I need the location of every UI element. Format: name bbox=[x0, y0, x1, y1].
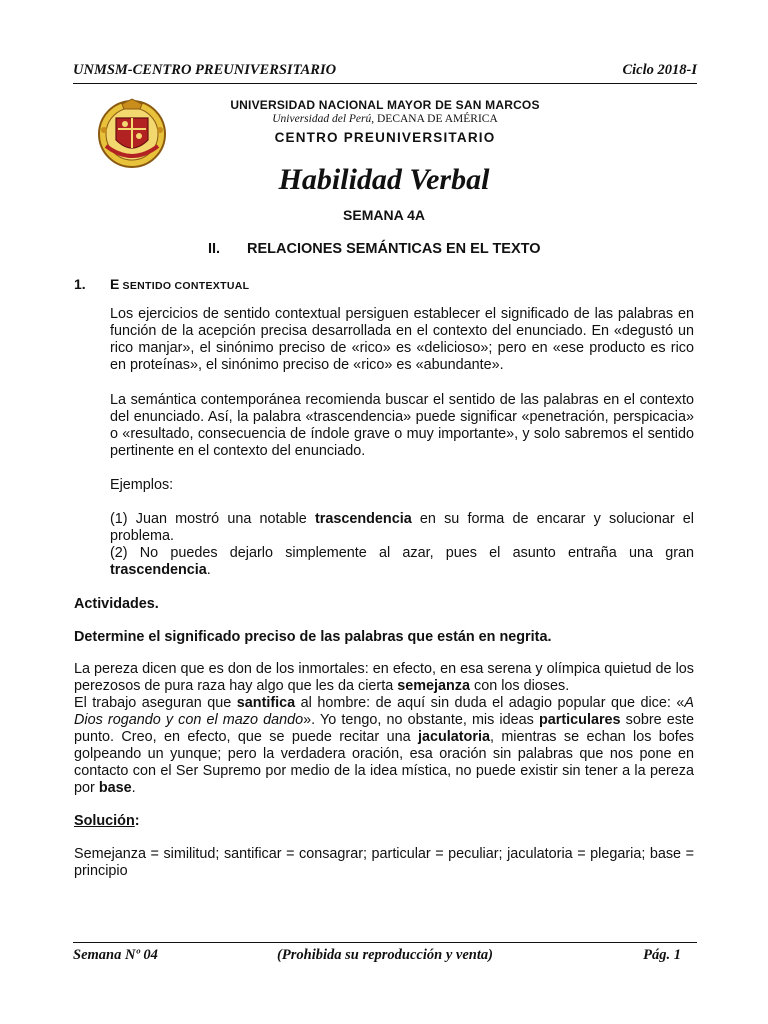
subsection-heading bbox=[74, 276, 249, 292]
examples-label: Ejemplos: bbox=[110, 477, 174, 493]
header-right: Ciclo 2018-I bbox=[622, 62, 697, 78]
university-subtitle-italic: Universidad del Perú, bbox=[272, 113, 375, 125]
week-label: SEMANA 4A bbox=[343, 207, 425, 223]
activity-t8: . bbox=[131, 780, 136, 796]
example-1-a: (1) Juan mostró una notable bbox=[110, 511, 315, 527]
example-2 bbox=[110, 545, 694, 579]
university-subtitle-rest: DECANA DE AMÉRICA bbox=[374, 113, 498, 125]
activity-b3: particulares bbox=[538, 712, 621, 728]
page-footer bbox=[73, 942, 697, 969]
activity-t2: con los dioses. bbox=[470, 678, 570, 694]
activity-t5: ». Yo tengo, no obstante, mis ideas bbox=[303, 712, 539, 728]
university-seal-icon bbox=[96, 96, 168, 170]
university-name: UNIVERSIDAD NACIONAL MAYOR DE SAN MARCOS bbox=[230, 98, 540, 112]
section-heading bbox=[208, 241, 541, 257]
activity-t7: , mientras se echan los bofes golpeando un yunque; pero la verdadera oración, esa oración sin palabras que nos pone en contacto con el Ser Supremo por medio de la idea mística, no puede existir sin tener a la pereza por bbox=[74, 729, 694, 796]
example-1-c: en su forma de encarar y solucionar el problema. bbox=[110, 511, 694, 544]
footer-rule bbox=[73, 942, 697, 943]
solution-heading-colon: : bbox=[134, 813, 140, 829]
example-2-c: . bbox=[206, 562, 211, 578]
example-1-bold: trascendencia bbox=[314, 511, 412, 527]
section-number: II. bbox=[208, 241, 221, 257]
activity-b2: santifica bbox=[236, 695, 296, 711]
solution-heading bbox=[74, 813, 694, 830]
subsection-cap-e: E bbox=[110, 276, 120, 292]
activity-b4: jaculatoria bbox=[417, 729, 490, 745]
solution-text: Semejanza = similitud; santificar = consagrar; particular = peculiar; jaculatoria = plegaria; base = principio bbox=[74, 846, 694, 879]
footer-left: Semana Nº 04 bbox=[73, 947, 158, 963]
paragraph-1: Los ejercicios de sentido contextual persiguen establecer el significado de las palabras en función de la acepción precisa desarrollada en el contexto del enunciado. En «degustó un rico manjar», el sinónimo preciso de «rico» es «delicioso»; pero en «ese producto es rico en proteínas», el sinónimo preciso de «rico» es «abundante». bbox=[110, 306, 694, 373]
activity-t6: sobre este punto. Creo, en efecto, que se puede recitar una bbox=[74, 712, 694, 745]
subsection-rest: SENTIDO CONTEXTUAL bbox=[119, 280, 250, 292]
footer-center: (Prohibida su reproducción y venta) bbox=[277, 947, 493, 963]
activity-b1: semejanza bbox=[397, 678, 470, 694]
subsection-number: 1. bbox=[74, 276, 86, 292]
header-left: UNMSM-CENTRO PREUNIVERSITARIO bbox=[73, 62, 337, 78]
activity-text-1 bbox=[74, 661, 694, 695]
activity-i1: A Dios rogando y con el mazo dando bbox=[74, 695, 694, 728]
activity-t4: al hombre: de aquí sin duda el adagio popular que dice: « bbox=[295, 695, 685, 711]
page-title: Habilidad Verbal bbox=[278, 163, 490, 196]
centro-name: CENTRO PREUNIVERSITARIO bbox=[274, 130, 496, 145]
activities-instruction: Determine el significado preciso de las palabras que están en negrita. bbox=[74, 629, 552, 645]
paragraph-2: La semántica contemporánea recomienda buscar el sentido de las palabras en el contexto del enunciado. Así, la palabra «trascendencia» puede significar «penetración, perspicacia» o «resultado, consecuencia de índole grave o muy importante», y solo sabremos el sentido pertinente en el contexto del enunciado. bbox=[110, 392, 694, 459]
institution-block bbox=[220, 98, 550, 145]
activities-heading: Actividades. bbox=[74, 596, 159, 612]
activity-text-2 bbox=[74, 695, 694, 797]
header-rule bbox=[73, 83, 697, 84]
example-2-bold: trascendencia bbox=[110, 562, 207, 578]
solution-heading-text: Solución bbox=[74, 813, 135, 829]
example-2-a: (2) No puedes dejarlo simplemente al azar, pues el asunto entraña una gran bbox=[110, 545, 694, 561]
activity-t1: La pereza dicen que es don de los inmortales: en efecto, en esa serena y olímpica quietud de los perezosos de pura raza hay algo que les da cierta bbox=[74, 661, 694, 694]
university-subtitle bbox=[220, 113, 550, 125]
page-header bbox=[73, 60, 697, 84]
footer-page: Pág. 1 bbox=[643, 947, 681, 963]
section-title: RELACIONES SEMÁNTICAS EN EL TEXTO bbox=[247, 241, 541, 257]
example-1 bbox=[110, 511, 694, 545]
activity-b5: base bbox=[98, 780, 132, 796]
activity-t3: El trabajo aseguran que bbox=[74, 695, 237, 711]
